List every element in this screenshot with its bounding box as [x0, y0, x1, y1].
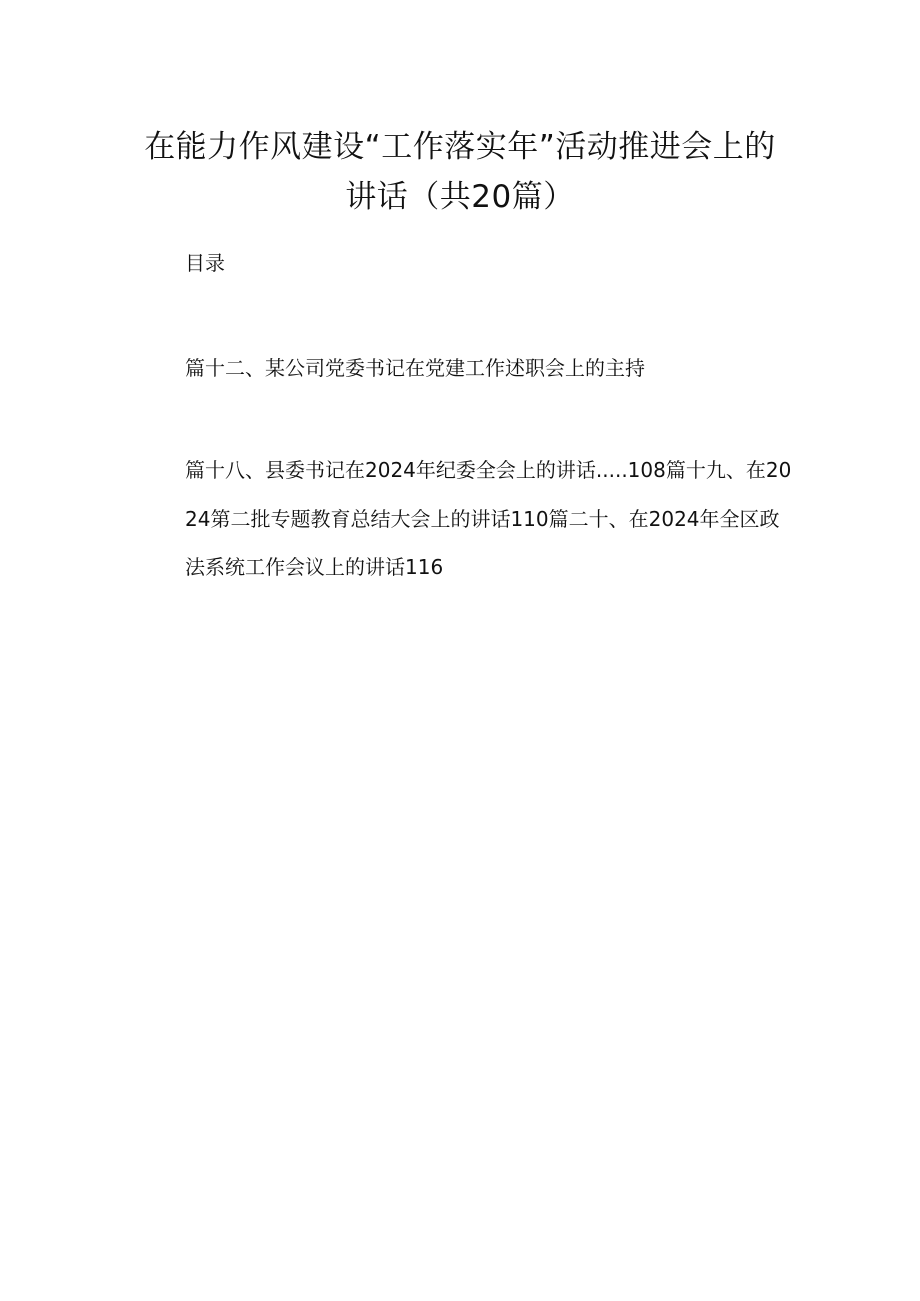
toc-entry: 篇十二、某公司党委书记在党建工作述职会上的主持: [185, 356, 645, 380]
document-title: 在能力作风建设“工作落实年”活动推进会上的讲话（共20篇）: [144, 129, 776, 215]
toc-heading: 目录: [185, 251, 225, 275]
toc-entry: 篇十八、县委书记在2024年纪委全会上的讲话.....108篇十九、在2024第二批专题教育总结大会上的讲话110篇二十、在2024年全区政法系统工作会议上的讲话116: [185, 458, 792, 579]
